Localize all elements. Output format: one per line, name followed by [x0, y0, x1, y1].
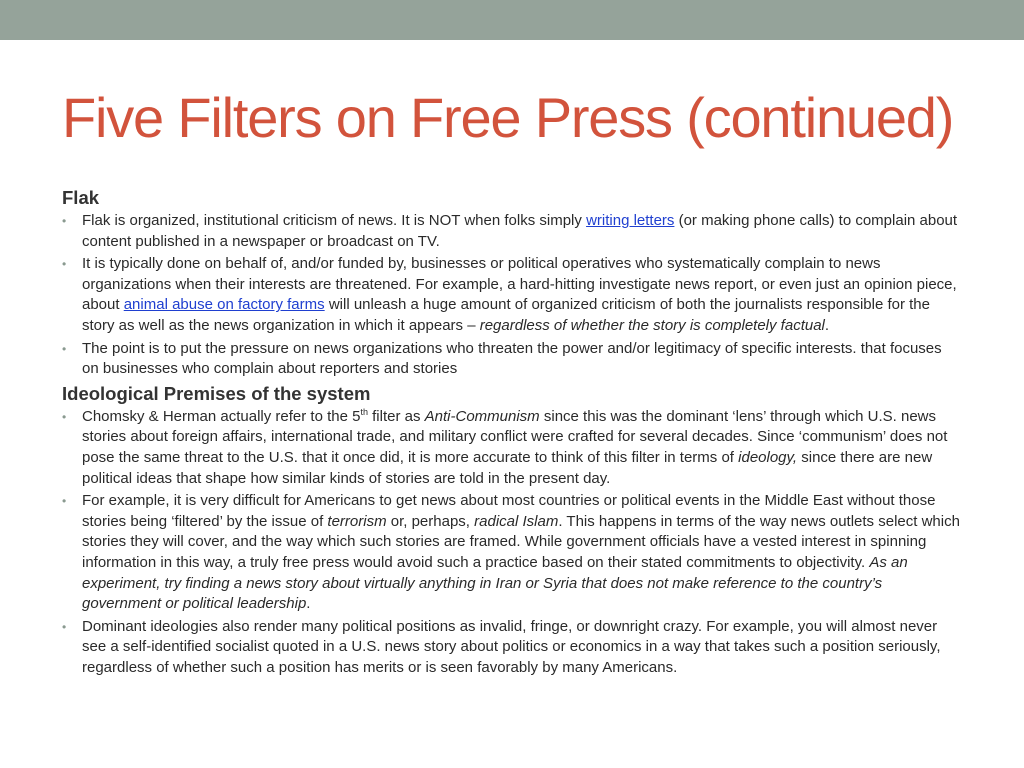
text-run: (or making phone calls) to complain about content published in a newspaper or broadcast on TV. [82, 212, 958, 250]
text-run: Flak is organized, institutional criticism of news. It is NOT when folks simply [82, 212, 587, 229]
bullet-item [62, 211, 962, 252]
italic-text: radical Islam [474, 512, 559, 530]
bullet-dot-icon: • [62, 214, 67, 228]
italic-text: As an experiment, try finding a news story about virtually anything in Iran or Syria that does not make reference to the country’s government or political leadership [82, 553, 908, 613]
bullet-dot-icon: • [62, 341, 67, 356]
bullet-text [82, 492, 960, 612]
bullet-item [62, 491, 962, 615]
ideology-bullet-list [62, 407, 962, 679]
text-run: since this was the dominant ‘lens’ through which U.S. news stories about foreign affairs, international trade, and military conflict were crafted for several decades. Since ‘communism’ does not pose the same threat to the U.S. that it once did, it is more accurate to think of this filter in terms of [82, 407, 948, 466]
italic-text: terrorism [327, 512, 387, 530]
bullet-dot-icon: • [62, 257, 67, 272]
text-run: Dominant ideologies also render many political positions as invalid, fringe, or downright crazy. For example, you will almost never see a self-identified socialist quoted in a U.S. news story about politics or economics in a way that takes such a position seriously, regardless of whether such a position has merits or is seen favorably by many Americans. [82, 617, 941, 676]
italic-text: Anti-Communism [424, 407, 540, 425]
slide-title: Five Filters on Free Press (continued) [62, 86, 954, 149]
bullet-item [62, 407, 962, 489]
inline-link[interactable]: writing letters [586, 212, 675, 229]
section-heading-flak: Flak [62, 187, 100, 208]
text-run: The point is to put the pressure on news organizations who threaten the power and/or legitimacy of specific interests. that focuses on businesses who complain about reporters and stories [82, 339, 942, 378]
text-run: It is typically done on behalf of, and/or funded by, businesses or political operatives who systematically complain to news organizations when their interests are threatened. For example, a hard-hitting investigate news report, or even just an opinion piece, about [82, 255, 957, 314]
bullet-dot-icon: • [62, 494, 67, 509]
text-run: For example, it is very difficult for Americans to get news about most countries or political events in the Middle East without those stories being ‘filtered’ by the issue of [82, 492, 936, 530]
bullet-text [82, 340, 942, 378]
italic-text: regardless of whether the story is completely factual [479, 316, 825, 334]
section-heading-ideological-premises: Ideological Premises of the system [62, 382, 371, 404]
bullet-text [82, 255, 957, 334]
bullet-dot-icon: • [62, 409, 67, 424]
superscript-text: th [360, 406, 368, 417]
italic-text: ideology, [738, 448, 798, 466]
text-run: filter as [367, 407, 425, 425]
text-run: since there are new political ideas that shape how similar kinds of stories are told in the present day. [82, 448, 933, 487]
bullet-text [82, 408, 947, 487]
inline-link[interactable]: animal abuse on factory farms [123, 296, 325, 314]
text-run: Chomsky & Herman actually refer to the 5 [82, 407, 361, 425]
bullet-item [62, 339, 962, 380]
flak-bullet-list [62, 211, 962, 380]
bullet-text [82, 618, 941, 676]
top-accent-bar [0, 0, 1024, 40]
text-run: . [824, 316, 830, 334]
bullet-item [62, 617, 962, 679]
text-run: will unleash a huge amount of organized criticism of both the journalists responsible for the story as well as the news organization in which it appears – [82, 296, 930, 334]
text-run: . This happens in terms of the way news outlets select which stories they will cover, and the way which such stories are framed. While government officials have a vested interest in spinning information in this way, a truly free press would avoid such a practice based on their stated commitments to objectivity. [82, 512, 960, 571]
slide-body [62, 186, 962, 680]
bullet-dot-icon: • [62, 619, 67, 634]
text-run: or, perhaps, [386, 512, 475, 530]
text-run: . [306, 595, 311, 613]
bullet-text [82, 212, 957, 250]
bullet-item [62, 254, 962, 336]
